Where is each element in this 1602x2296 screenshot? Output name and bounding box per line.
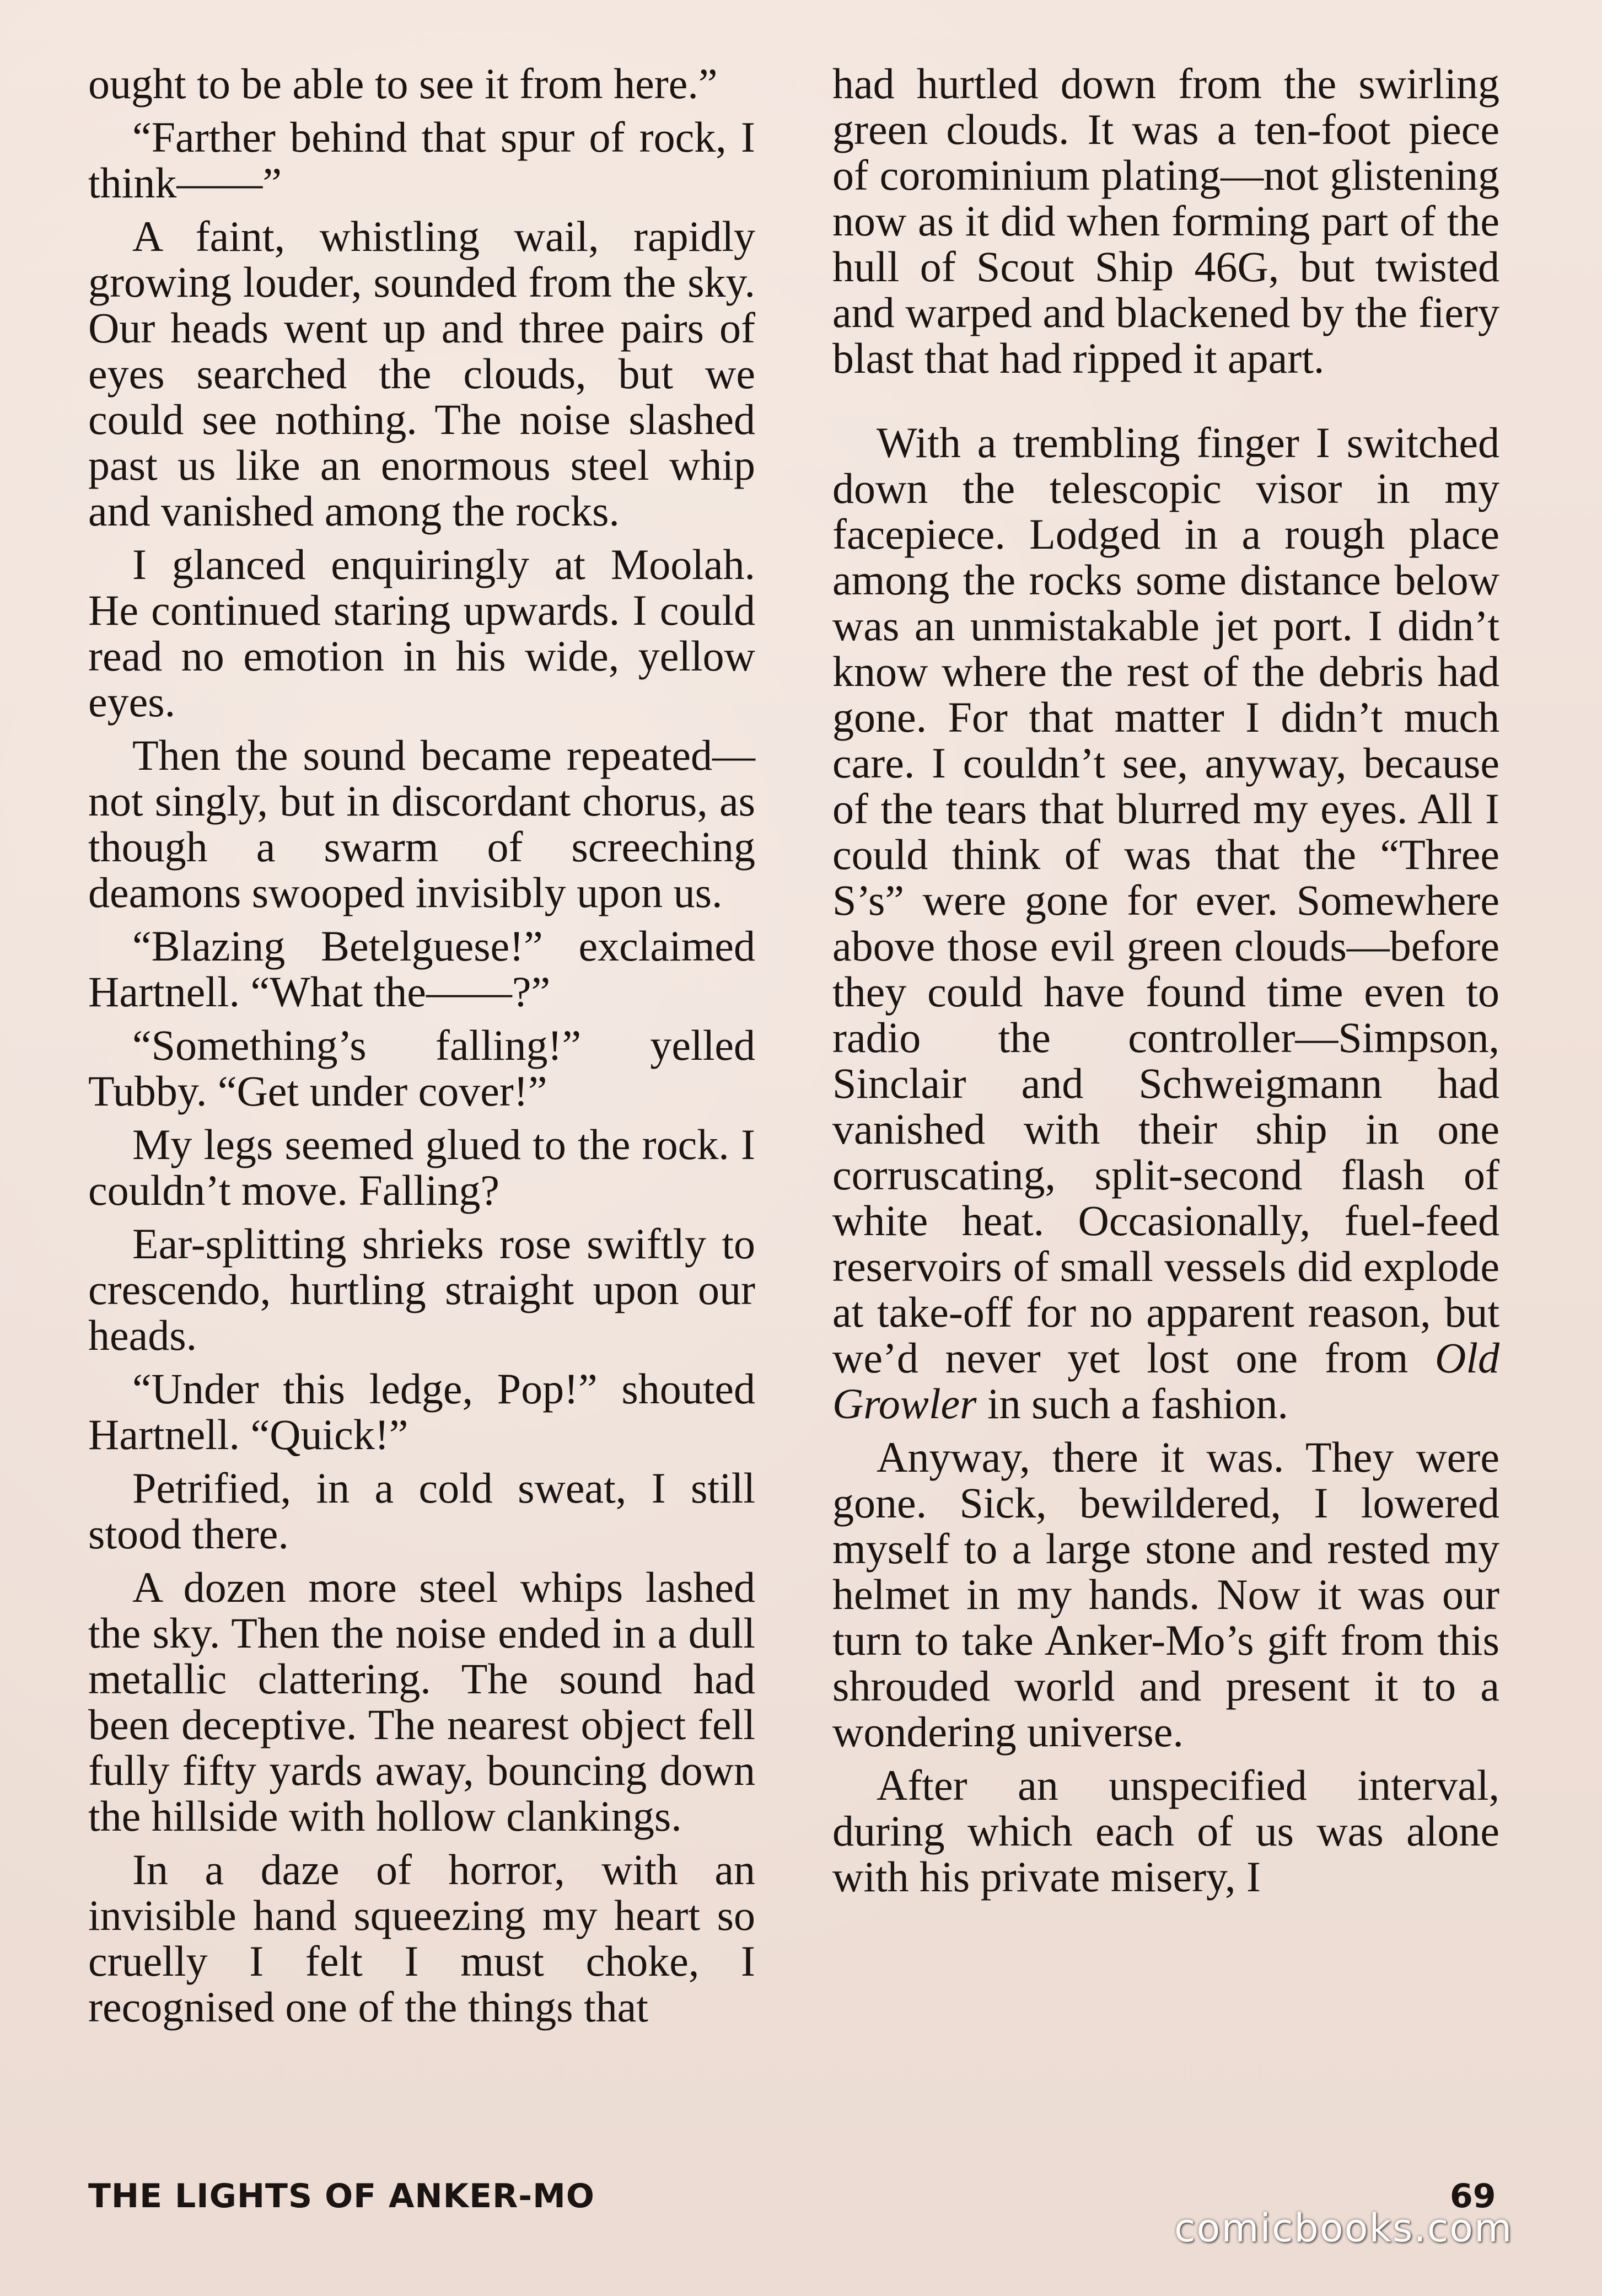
paragraph: Ear-splitting shrieks rose swiftly to crescendo, hurtling straight upon our heads. [88,1220,755,1359]
paragraph: “Farther behind that spur of rock, I think——” [88,113,755,207]
paragraph-text: With a trembling finger I switched down the telescopic visor in my facepiece. Lodged in a rough place among the rocks some distance below was an unmistakable jet port. I didn’t know where the rest of the debris had gone. For that matter I didn’t much care. I couldn’t see, anyway, because of the tears that blurred my eyes. All I could think of was that the “Three S’s” were gone for ever. Somewhere above those evil green clouds—before they could have found time even to radio the controller—Simpson, Sinclair and Schweigmann had vanished with their ship in one corruscating, split-second flash of white heat. Occasionally, fuel-feed reservoirs of small vessels did explode at take-off for no apparent reason, but we’d never yet lost one from [832,419,1499,1382]
paragraph: A dozen more steel whips lashed the sky. Then the noise ended in a dull metallic clattering. The sound had been deceptive. The nearest object fell fully fifty yards away, bouncing down the hillside with hollow clankings. [88,1563,755,1840]
paragraph: “Something’s falling!” yelled Tubby. “Get under cover!” [88,1021,755,1115]
ship-name: Old Growler [832,1334,1499,1428]
paragraph: Anyway, there it was. They were gone. Sick, bewildered, I lowered myself to a large stone and rested my helmet in my hands. Now it was our turn to take Anker-Mo’s gift from this shrouded world and present it to a wondering universe. [832,1433,1499,1756]
paragraph: I glanced enquiringly at Moolah. He continued staring upwards. I could read no emotion in his wide, yellow eyes. [88,540,755,726]
paragraph [832,420,1499,1426]
watermark: comicbooks.com [1174,2206,1513,2251]
paragraph: After an unspecified interval, during which each of us was alone with his private misery, I [832,1761,1499,1901]
paragraph: In a daze of horror, with an invisible hand squeezing my heart so cruelly I felt I must choke, I recognised one of the things that [88,1846,755,2031]
paragraph: A faint, whistling wail, rapidly growing louder, sounded from the sky. Our heads went up and three pairs of eyes searched the clouds, but we could see nothing. The noise slashed past us like an enormous steel whip and vanished among the rocks. [88,212,755,535]
left-column [88,61,755,2037]
paragraph: Then the sound became repeated—not singly, but in discordant chorus, as though a swarm of screeching deamons swooped invisibly upon us. [88,731,755,916]
page-number: 69 [1450,2177,1496,2215]
paragraph: My legs seemed glued to the rock. I couldn’t move. Falling? [88,1120,755,1214]
paragraph: had hurtled down from the swirling green clouds. It was a ten-foot piece of corominium plating—not glistening now as it did when forming part of the hull of Scout Ship 46G, but twisted and warped and blackened by the fiery blast that had ripped it apart. [832,60,1499,382]
paragraph: ought to be able to see it from here.” [88,60,718,108]
paragraph: “Under this ledge, Pop!” shouted Hartnell. “Quick!” [88,1365,755,1458]
paragraph: Petrified, in a cold sweat, I still stood there. [88,1464,755,1558]
paragraph-text: in such a fashion. [987,1380,1288,1428]
paragraph: “Blazing Betelguese!” exclaimed Hartnell. “What the——?” [88,922,755,1016]
right-column [832,61,1499,1907]
running-title: THE LIGHTS OF ANKER-MO [88,2177,595,2215]
